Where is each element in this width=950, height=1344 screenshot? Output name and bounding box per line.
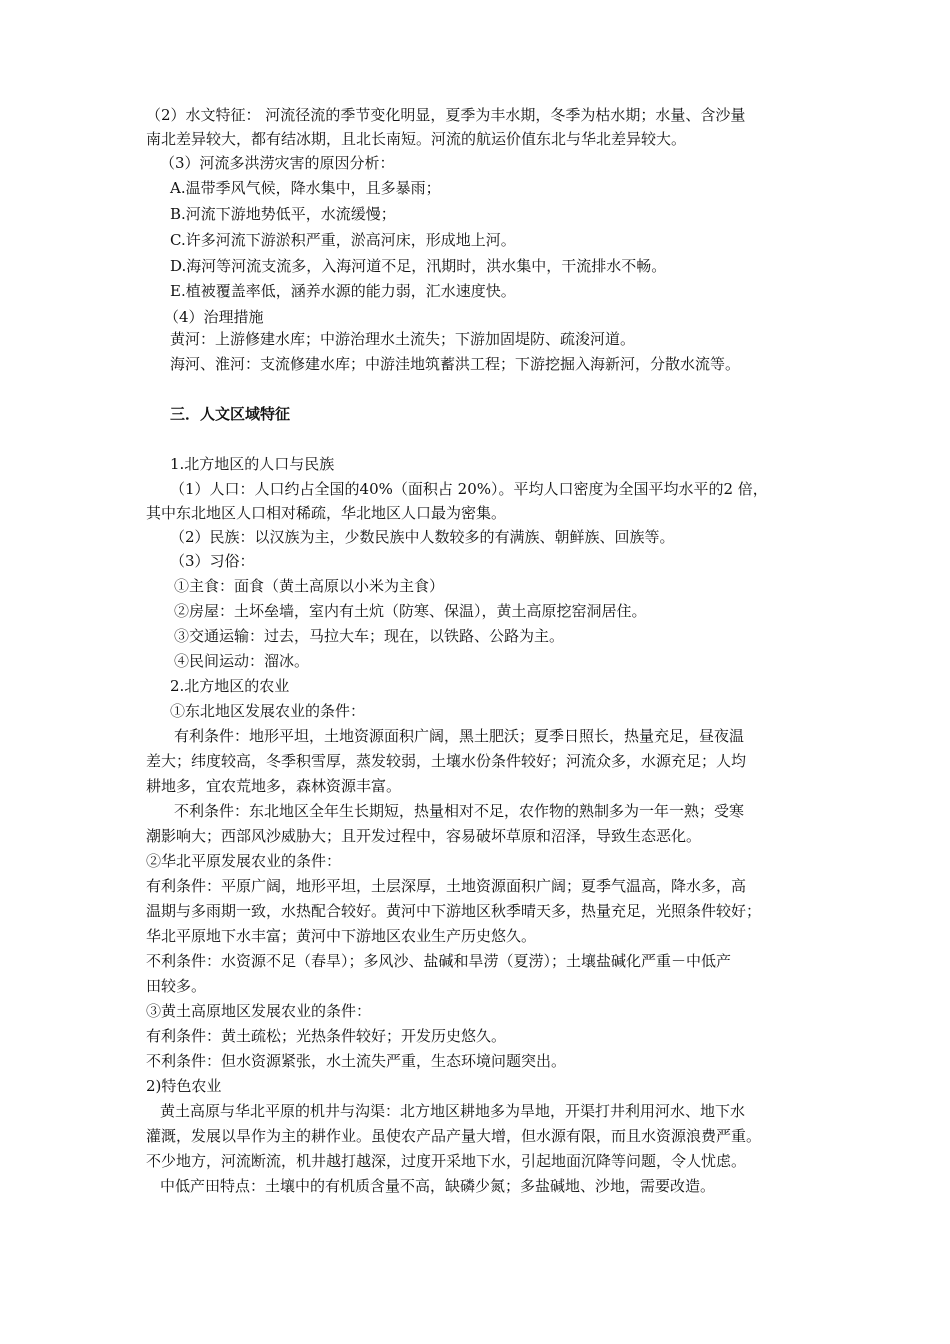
text-line: 潮影响大；西部风沙威胁大；且开发过程中，容易破坏草原和沼泽，导致生态恶化。 [146,827,702,845]
text-line: 有利条件：地形平坦，土地资源面积广阔，黑土肥沃；夏季日照长，热量充足，昼夜温 [174,727,745,745]
text-line: 其中东北地区人口相对稀疏，华北地区人口最为密集。 [146,504,507,522]
text-line: （3）河流多洪涝灾害的原因分析： [160,154,395,172]
text-line: （2）水文特征： 河流径流的季节变化明显，夏季为丰水期，冬季为枯水期；水量、含沙量 [146,106,746,124]
text-line: 有利条件：平原广阔，地形平坦，土层深厚，土地资源面积广阔；夏季气温高，降水多，高 [146,877,747,895]
text-line: 耕地多，宜农荒地多，森林资源丰富。 [146,777,402,795]
text-line: （1）人口：人口约占全国的40%（面积占 20%）。平均人口密度为全国平均水平的2 倍， [170,480,768,498]
text-line: ①主食：面食（黄土高原以小米为主食） [174,577,445,595]
text-line: ③黄土高原地区发展农业的条件： [146,1002,372,1020]
text-line: 黄土高原与华北平原的机井与沟渠：北方地区耕地多为旱地，开渠打井利用河水、地下水 [160,1102,746,1120]
text-line: 1.北方地区的人口与民族 [170,455,335,473]
text-line: 灌溉，发展以旱作为主的耕作业。虽使农产品产量大增，但水源有限，而且水资源浪费严重。 [146,1127,762,1145]
text-line: 2)特色农业 [146,1077,222,1095]
text-line: 中低产田特点：土壤中的有机质含量不高，缺磷少氮；多盐碱地、沙地，需要改造。 [160,1177,716,1195]
text-line: 华北平原地下水丰富；黄河中下游地区农业生产历史悠久。 [146,927,537,945]
text-line: （3）习俗： [170,552,255,570]
section-heading: 三．人文区域特征 [170,405,291,423]
text-line: A.温带季风气候，降水集中，且多暴雨； [170,179,441,197]
text-line: 南北差异较大，都有结冰期，且北长南短。河流的航运价值东北与华北差异较大。 [146,130,687,148]
text-line: 黄河：上游修建水库；中游治理水土流失；下游加固堤防、疏浚河道。 [170,330,636,348]
text-line: 有利条件：黄土疏松；光热条件较好；开发历史悠久。 [146,1027,507,1045]
text-line: 不少地方，河流断流，机井越打越深，过度开采地下水，引起地面沉降等问题，令人忧虑。 [146,1152,747,1170]
text-line: ④民间运动：溜冰。 [174,652,310,670]
text-line: D.海河等河流支流多，入海河道不足，汛期时，洪水集中，干流排水不畅。 [170,257,667,275]
text-line: ②华北平原发展农业的条件： [146,852,342,870]
text-line: 不利条件：水资源不足（春旱）；多风沙、盐碱和旱涝（夏涝）；土壤盐碱化严重－中低产 [146,952,732,970]
text-line: （2）民族：以汉族为主，少数民族中人数较多的有满族、朝鲜族、回族等。 [170,528,675,546]
text-line: 不利条件：但水资源紧张，水土流失严重，生态环境问题突出。 [146,1052,567,1070]
text-line: 海河、淮河：支流修建水库；中游洼地筑蓄洪工程；下游挖掘入海新河，分散水流等。 [170,355,741,373]
text-line: 田较多。 [146,977,207,995]
text-line: ③交通运输：过去，马拉大车；现在，以铁路、公路为主。 [174,627,565,645]
text-line: C.许多河流下游淤积严重，淤高河床，形成地上河。 [170,231,516,249]
text-line: B.河流下游地势低平，水流缓慢； [170,205,396,223]
text-line: ②房屋：土坏垒墙，室内有土炕（防寒、保温），黄土高原挖窑洞居住。 [174,602,647,620]
text-line: 不利条件：东北地区全年生长期短，热量相对不足，农作物的熟制多为一年一熟；受寒 [174,802,745,820]
text-line: 差大；纬度较高，冬季积雪厚，蒸发较弱，土壤水份条件较好；河流众多，水源充足；人均 [146,752,747,770]
text-line: 2.北方地区的农业 [170,677,290,695]
text-line: E.植被覆盖率低，涵养水源的能力弱，汇水速度快。 [170,282,516,300]
text-line: （4）治理措施 [164,308,264,326]
text-line: 温期与多雨期一致，水热配合较好。黄河中下游地区秋季晴天多，热量充足，光照条件较好； [146,902,762,920]
text-line: ①东北地区发展农业的条件： [170,702,366,720]
